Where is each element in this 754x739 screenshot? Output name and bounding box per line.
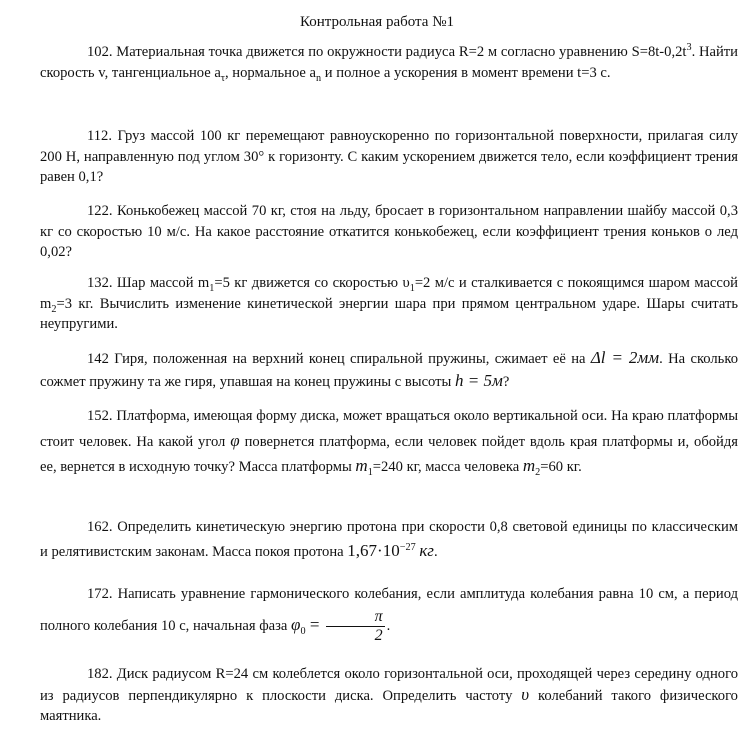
problem-142-formula-dl: Δl = 2мм [590, 348, 660, 367]
problem-152-m1-sub: 1 [367, 466, 373, 478]
problem-152-m2: m [522, 456, 536, 475]
problem-102-sub-tau: τ [220, 72, 225, 84]
problem-122: 122. Конькобежец массой 70 кг, стоя на льду, бросает в горизонтальном направлении шайбу массой 0,3 кг со скоростью 10 м/с. На какое расстояние откатится конькобежец, если коэффициент трения коньков о лед 0,02? [40, 203, 738, 260]
problem-152-m2-sub: 2 [535, 466, 541, 478]
problem-132-sub-3: 2 [51, 303, 57, 315]
problem-182-text-1: 182. Диск радиусом R=24 см колеблется около горизонтальной оси, проходящей через середину одного из радиусов перпендикулярно к плоскости диска. Определить частоту [40, 666, 738, 704]
problem-152 [40, 405, 738, 480]
problem-102-sup: 3 [686, 42, 692, 54]
problem-132-text-3: =2 м/с и сталкивается с покоящимся шаром массой m [40, 275, 738, 312]
document-title: Контрольная работа №1 [299, 14, 455, 30]
problem-102-sub-n: n [316, 72, 322, 84]
problem-142-text-3: ? [502, 374, 510, 390]
problem-102 [40, 42, 738, 83]
problem-152-m1: m [355, 456, 368, 475]
problem-142 [40, 347, 738, 393]
problem-102-text-3: , нормальное a [224, 64, 317, 81]
problem-172-phi0: φ [291, 614, 301, 634]
problem-172-phi0-sub: 0 [300, 625, 306, 637]
problem-162-mass-exp: −27 [399, 542, 416, 554]
fraction-denominator: 2 [374, 627, 383, 644]
problem-162 [40, 516, 738, 564]
problem-142-text-1: 142 Гиря, положенная на верхний конец спиральной пружины, сжимает её на [87, 351, 591, 367]
problem-152-text-2: повернется платформа, если человек пойдет вдоль края платформы и, обойдя ее, вернется в исходную точку? Масса платформы [40, 433, 738, 475]
problem-152-text-4: =60 кг. [540, 459, 582, 475]
problem-172-text-2: . [386, 617, 391, 634]
fraction-numerator: π [326, 608, 385, 627]
problem-102-text-4: и полное a ускорения в момент времени t=3 с. [321, 64, 611, 81]
problem-172-text-1: 172. Написать уравнение гармонического колебания, если амплитуда колебания равна 10 см, а период полного колебания 10 с, начальная фаза [40, 586, 738, 634]
problem-152-text-1: 152. Платформа, имеющая форму диска, может вращаться около вертикальной оси. На краю платформы стоит человек. На какой угол [40, 408, 738, 450]
problem-132-sub-1: 1 [209, 282, 215, 294]
problem-112: 112. Груз массой 100 кг перемещают равноускоренно по горизонтальной поверхности, прилагая силу 200 Н, направленную под углом 30° к горизонту. С каким ускорением движется тело, если коэффициент трения равен 0,1? [40, 128, 738, 185]
problem-132-text-1: 132. Шар массой m [87, 275, 210, 291]
problem-132 [40, 273, 738, 335]
problem-102-text-1: 102. Материальная точка движется по окружности радиуса R=2 м согласно уравнению S=8t-0,2t [87, 44, 687, 60]
problem-132-text-4: =3 кг. Вычислить изменение кинетической энергии шара при прямом центральном ударе. Шары считать неупругими. [40, 295, 738, 332]
problem-142-formula-h: h = 5м [455, 371, 503, 390]
problem-182 [40, 664, 738, 727]
problem-182-text-2: колебаний такого физического маятника. [40, 687, 738, 724]
problem-132-sub-2: 1 [409, 282, 415, 294]
problem-172-fraction [326, 608, 385, 645]
problem-142-text-2: . На сколько сожмет пружину та же гиря, упавшая на конец пружины с высоты [40, 351, 738, 390]
problem-152-phi: φ [230, 430, 240, 450]
problem-162-mass: 1,67·10 [347, 541, 400, 560]
problem-152-text-3: =240 кг, масса человека [372, 459, 523, 475]
problem-172-equals: = [305, 614, 324, 634]
problem-182-nu: υ [521, 684, 530, 704]
problem-162-text-1: 162. Определить кинетическую энергию протона при скорости 0,8 световой единицы по классическим и релятивистским законам. Масса покоя протона [40, 519, 738, 560]
problem-162-unit: кг [419, 541, 434, 560]
problem-162-text-2: . [433, 544, 438, 560]
problem-132-text-2: =5 кг движется со скоростью υ [214, 275, 410, 291]
problem-172 [40, 580, 738, 645]
problem-102-text-2: . Найти скорость v, тангенциальное a [40, 44, 738, 81]
